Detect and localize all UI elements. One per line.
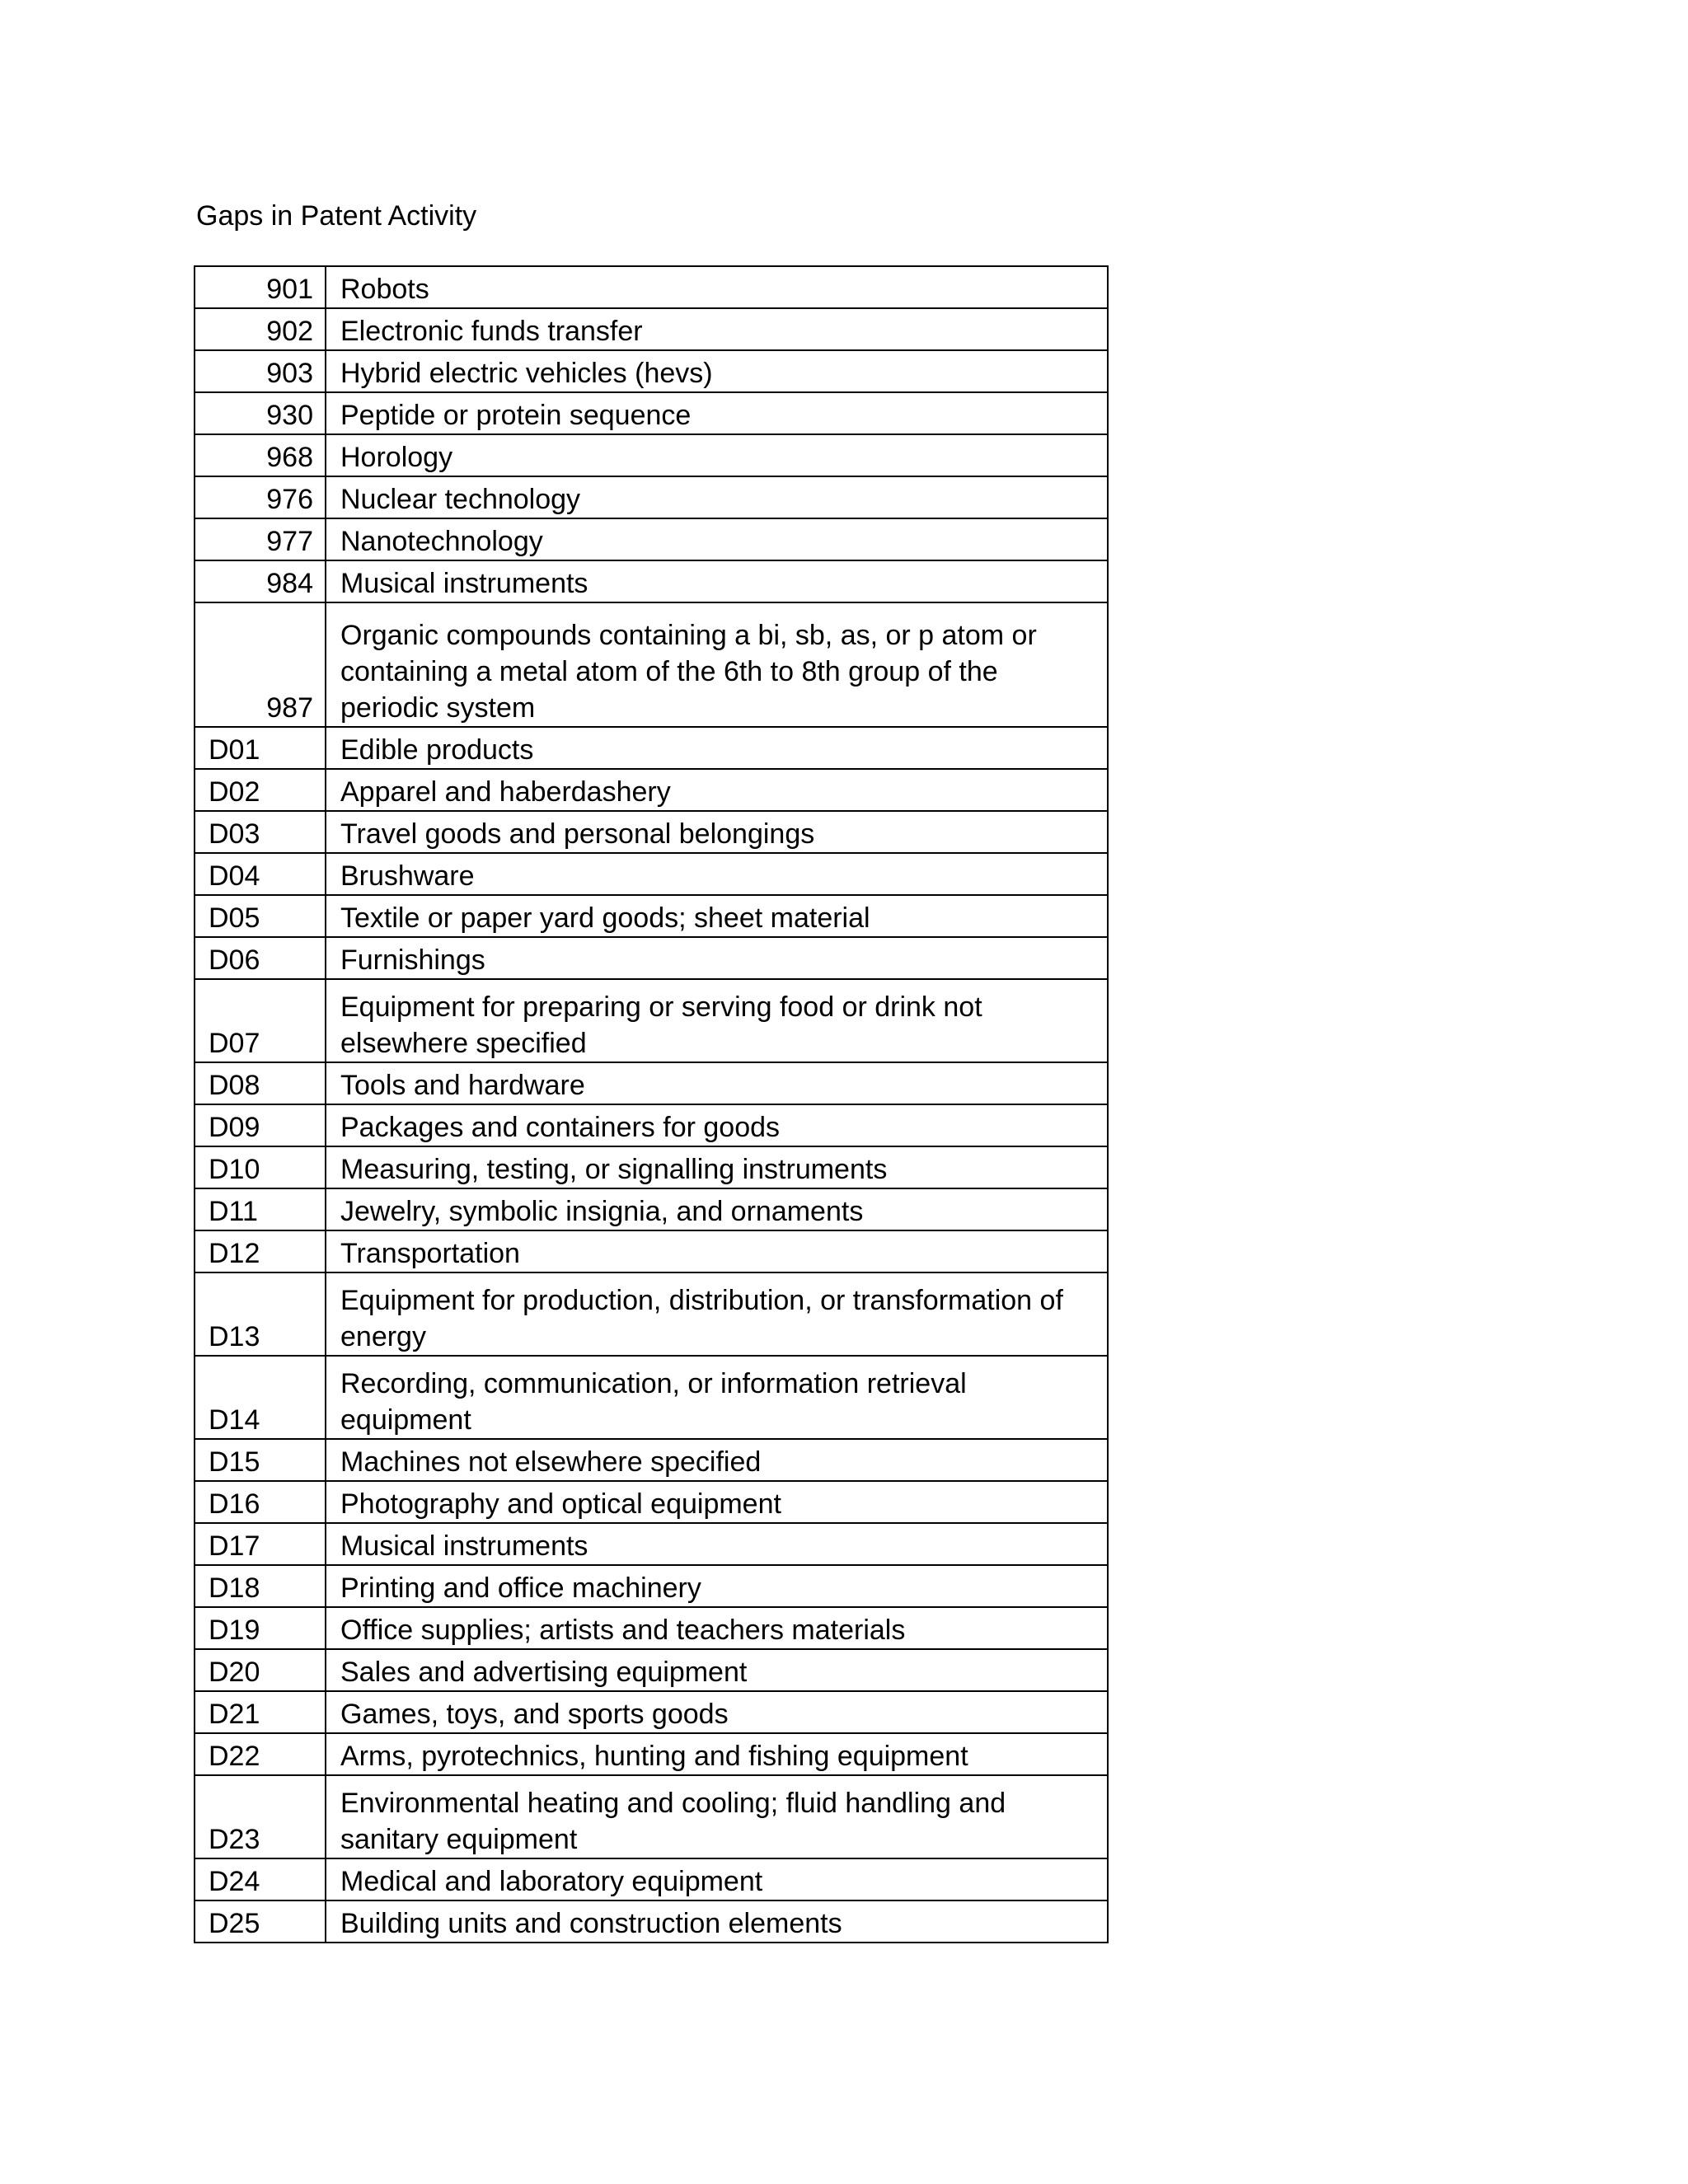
class-description-cell: Robots bbox=[326, 266, 1108, 308]
class-description-cell: Transportation bbox=[326, 1230, 1108, 1272]
class-description-cell: Horology bbox=[326, 434, 1108, 476]
table-row bbox=[195, 1900, 1108, 1943]
table-row bbox=[195, 266, 1108, 308]
class-code-cell: D03 bbox=[195, 811, 326, 853]
patent-gaps-table bbox=[194, 265, 1109, 1943]
table-row bbox=[195, 1858, 1108, 1900]
class-description-cell: Measuring, testing, or signalling instruments bbox=[326, 1146, 1108, 1188]
class-code-cell: D15 bbox=[195, 1439, 326, 1481]
class-description-cell: Packages and containers for goods bbox=[326, 1104, 1108, 1146]
class-code-cell: D08 bbox=[195, 1062, 326, 1104]
class-description-cell: Office supplies; artists and teachers materials bbox=[326, 1607, 1108, 1649]
table-row bbox=[195, 769, 1108, 811]
class-code-cell: D07 bbox=[195, 979, 326, 1062]
table-row bbox=[195, 1356, 1108, 1439]
class-code-cell: 901 bbox=[195, 266, 326, 308]
class-code-cell: 903 bbox=[195, 350, 326, 392]
class-description-cell: Nuclear technology bbox=[326, 476, 1108, 518]
table-row bbox=[195, 518, 1108, 560]
class-code-cell: D13 bbox=[195, 1272, 326, 1356]
class-code-cell: D19 bbox=[195, 1607, 326, 1649]
table-row bbox=[195, 853, 1108, 895]
table-row bbox=[195, 1775, 1108, 1858]
class-description-cell: Jewelry, symbolic insignia, and ornaments bbox=[326, 1188, 1108, 1230]
table-row bbox=[195, 1565, 1108, 1607]
table-row bbox=[195, 937, 1108, 979]
table-row bbox=[195, 350, 1108, 392]
class-code-cell: D23 bbox=[195, 1775, 326, 1858]
table-row bbox=[195, 476, 1108, 518]
class-description-cell: Peptide or protein sequence bbox=[326, 392, 1108, 434]
table-row bbox=[195, 1272, 1108, 1356]
table-row bbox=[195, 895, 1108, 937]
class-description-cell: Building units and construction elements bbox=[326, 1900, 1108, 1943]
class-code-cell: D14 bbox=[195, 1356, 326, 1439]
class-description-cell: Brushware bbox=[326, 853, 1108, 895]
class-code-cell: D22 bbox=[195, 1733, 326, 1775]
table-row bbox=[195, 811, 1108, 853]
class-description-cell: Travel goods and personal belongings bbox=[326, 811, 1108, 853]
table-row bbox=[195, 602, 1108, 727]
class-description-cell: Electronic funds transfer bbox=[326, 308, 1108, 350]
class-description-cell: Machines not elsewhere specified bbox=[326, 1439, 1108, 1481]
table-row bbox=[195, 979, 1108, 1062]
table-row bbox=[195, 727, 1108, 769]
table-row bbox=[195, 1733, 1108, 1775]
class-description-cell: Photography and optical equipment bbox=[326, 1481, 1108, 1523]
table-row bbox=[195, 1146, 1108, 1188]
class-description-cell: Tools and hardware bbox=[326, 1062, 1108, 1104]
class-code-cell: 902 bbox=[195, 308, 326, 350]
class-code-cell: D25 bbox=[195, 1900, 326, 1943]
class-description-cell: Apparel and haberdashery bbox=[326, 769, 1108, 811]
class-description-cell: Printing and office machinery bbox=[326, 1565, 1108, 1607]
table-row bbox=[195, 1607, 1108, 1649]
class-description-cell: Musical instruments bbox=[326, 560, 1108, 602]
class-description-cell: Furnishings bbox=[326, 937, 1108, 979]
class-code-cell: D17 bbox=[195, 1523, 326, 1565]
class-code-cell: 968 bbox=[195, 434, 326, 476]
table-row bbox=[195, 1439, 1108, 1481]
class-code-cell: D21 bbox=[195, 1691, 326, 1733]
class-code-cell: D01 bbox=[195, 727, 326, 769]
class-code-cell: 976 bbox=[195, 476, 326, 518]
table-row bbox=[195, 1691, 1108, 1733]
class-code-cell: D05 bbox=[195, 895, 326, 937]
class-description-cell: Edible products bbox=[326, 727, 1108, 769]
class-code-cell: D06 bbox=[195, 937, 326, 979]
class-code-cell: 977 bbox=[195, 518, 326, 560]
table-row bbox=[195, 1649, 1108, 1691]
class-description-cell: Equipment for preparing or serving food or drink not elsewhere specified bbox=[326, 979, 1108, 1062]
class-code-cell: D20 bbox=[195, 1649, 326, 1691]
class-description-cell: Hybrid electric vehicles (hevs) bbox=[326, 350, 1108, 392]
class-code-cell: D12 bbox=[195, 1230, 326, 1272]
class-code-cell: D02 bbox=[195, 769, 326, 811]
class-description-cell: Recording, communication, or information retrieval equipment bbox=[326, 1356, 1108, 1439]
table-row bbox=[195, 1481, 1108, 1523]
class-description-cell: Equipment for production, distribution, or transformation of energy bbox=[326, 1272, 1108, 1356]
table-row bbox=[195, 1523, 1108, 1565]
class-description-cell: Environmental heating and cooling; fluid handling and sanitary equipment bbox=[326, 1775, 1108, 1858]
table-row bbox=[195, 1188, 1108, 1230]
class-code-cell: 987 bbox=[195, 602, 326, 727]
class-code-cell: D04 bbox=[195, 853, 326, 895]
table-row bbox=[195, 560, 1108, 602]
class-description-cell: Musical instruments bbox=[326, 1523, 1108, 1565]
table-row bbox=[195, 1104, 1108, 1146]
table-row bbox=[195, 1062, 1108, 1104]
class-code-cell: D09 bbox=[195, 1104, 326, 1146]
class-description-cell: Textile or paper yard goods; sheet material bbox=[326, 895, 1108, 937]
table-row bbox=[195, 392, 1108, 434]
class-description-cell: Arms, pyrotechnics, hunting and fishing equipment bbox=[326, 1733, 1108, 1775]
class-code-cell: D18 bbox=[195, 1565, 326, 1607]
class-description-cell: Medical and laboratory equipment bbox=[326, 1858, 1108, 1900]
class-code-cell: D10 bbox=[195, 1146, 326, 1188]
class-description-cell: Games, toys, and sports goods bbox=[326, 1691, 1108, 1733]
table-row bbox=[195, 1230, 1108, 1272]
class-description-cell: Sales and advertising equipment bbox=[326, 1649, 1108, 1691]
class-code-cell: D24 bbox=[195, 1858, 326, 1900]
class-code-cell: D16 bbox=[195, 1481, 326, 1523]
class-code-cell: D11 bbox=[195, 1188, 326, 1230]
class-code-cell: 930 bbox=[195, 392, 326, 434]
class-description-cell: Organic compounds containing a bi, sb, as, or p atom or containing a metal atom of the 6th to 8th group of the periodic system bbox=[326, 602, 1108, 727]
table-row bbox=[195, 308, 1108, 350]
class-code-cell: 984 bbox=[195, 560, 326, 602]
table-row bbox=[195, 434, 1108, 476]
class-description-cell: Nanotechnology bbox=[326, 518, 1108, 560]
document-title: Gaps in Patent Activity bbox=[196, 200, 477, 232]
